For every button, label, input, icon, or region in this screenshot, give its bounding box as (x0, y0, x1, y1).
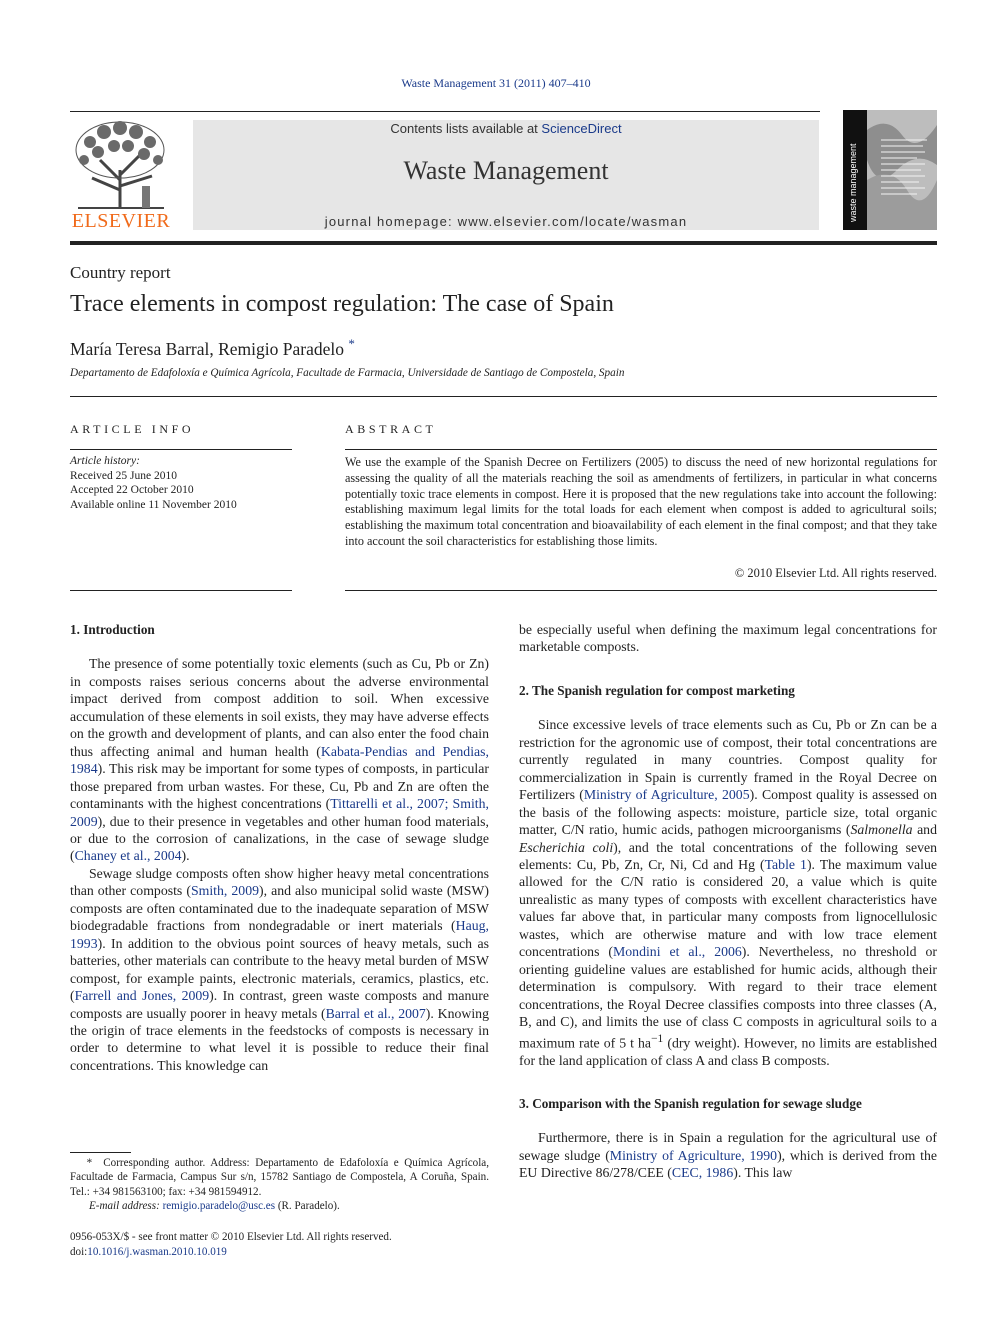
corresponding-author-mark[interactable]: * (348, 336, 355, 351)
italic-run: Salmonella (850, 822, 913, 838)
article-info-rule (70, 449, 292, 450)
section-gap (519, 1112, 937, 1129)
section3-paragraph-1 (519, 1129, 937, 1181)
email-link[interactable]: remigio.paradelo@usc.es (162, 1200, 276, 1213)
italic-run: Escherichia coli (519, 839, 614, 855)
received-date: Received 25 June 2010 (70, 469, 177, 482)
citation-link[interactable]: Haug, 1993 (70, 918, 489, 951)
section-gap (519, 656, 937, 673)
superscript-run: −1 (651, 1032, 664, 1045)
section-gap (70, 638, 489, 655)
journal-header (193, 120, 819, 230)
footnote-text: Corresponding author. Address: Departamento de Edafoloxía e Química Agrícola, Facultade de Farmacia, Campus Sur s/n, 15782 Santiago de Compostela, A Coruña, Spain. Tel.: +34 981563100; fax: +34 981594912. (70, 1157, 489, 1198)
footnote-mark: * (86, 1157, 93, 1169)
text-run: ), which is derived from the EU Directive 86/278/CEE ( (519, 1147, 937, 1181)
header-top-rule (70, 111, 820, 112)
text-run: ). Knowing the origin of trace elements in the feedstocks of composts is necessary in order to determine to what level it is possible to reduce their final concentrations. This knowledge can (70, 1005, 489, 1073)
history-label: Article history: (70, 455, 140, 467)
header-bottom-rule (70, 241, 937, 245)
intro-paragraph-2 (70, 865, 489, 1074)
text-run: ). This risk may be important for some types of composts, in particular those prepared from urban wastes. For these, Cu, Pb and Zn are often the contaminants with the highest concentrations ( (70, 761, 489, 812)
text-run: ). In contrast, green waste composts and manure composts are usually poorer in heavy metals ( (70, 988, 489, 1021)
text-run: Since excessive levels of trace elements such as Cu, Pb or Zn can be a restriction for the agronomic use of compost, their total concentrations are currently regulated in many countries. Compost quality for commercialization in Spain is currently framed in the Royal Decree on Fertilizers ( (519, 717, 937, 803)
citation-link[interactable]: Tittarelli et al., 2007; Smith, 2009 (70, 796, 489, 829)
section-gap (519, 1069, 937, 1086)
email-label: E-mail address: (89, 1200, 160, 1213)
journal-citation[interactable]: Waste Management 31 (2011) 407–410 (401, 76, 591, 90)
section-gap (519, 673, 937, 682)
section-heading-introduction: 1. Introduction (70, 622, 155, 637)
cover-spine-title: waste management (848, 143, 858, 222)
citation-link[interactable]: Ministry of Agriculture, 1990 (609, 1147, 778, 1163)
email-line (70, 1199, 489, 1213)
text-run: ), and also municipal solid waste (MSW) composts are often contaminated due to the inadequate separation of MSW biodegradable fractions from nondegradable or inert materials ( (70, 883, 489, 934)
citation-link[interactable]: Mondini et al., 2006 (613, 944, 742, 960)
abstract-rule (345, 449, 937, 450)
email-suffix: (R. Paradelo). (275, 1200, 340, 1213)
citation-link[interactable]: Barral et al., 2007 (325, 1005, 426, 1021)
section-gap (519, 699, 937, 716)
citation-link[interactable]: Chaney et al., 2004 (74, 848, 182, 864)
accepted-date: Accepted 22 October 2010 (70, 484, 194, 496)
contents-prefix: Contents lists available at (390, 121, 542, 136)
text-run: ). The maximum value allowed for the C/N ratio is considered 20, a value which is quite unrealistic as many types of composts with excellent characteristics have values far above that, in particular many composts from lignocellulosic wastes, which are otherwise mature and with low trace element concentrations ( (519, 856, 937, 960)
text-run: ), and the total concentrations of the following seven elements: Cu, Pb, Zn, Cr, Ni, Cd and Hg ( (519, 839, 937, 872)
abstract-text: We use the example of the Spanish Decree on Fertilizers (2005) to discuss the need of new horizontal regulations for assessing the quality of all the materials reaching the soil as amendments of fertilizers, in particular in what concerns potentially toxic trace elements in compost. Here it is proposed that the new regulations take into account the following: establishing maximum legal limits for the total loads for each element when compost is added to agricultural soils; establishing the maximum total concentration and bioavailability of each element in the final compost; and that they take into account the soil characteristics for establishing those limits. (345, 455, 937, 548)
doi-line (70, 1245, 392, 1260)
journal-cover-image[interactable] (843, 110, 937, 230)
front-matter-ids (70, 1230, 392, 1259)
abstract-copyright: © 2010 Elsevier Ltd. All rights reserved. (734, 566, 937, 580)
footnote (70, 1156, 489, 1214)
table-link[interactable]: Table 1 (764, 856, 807, 872)
text-run: Furthermore, there is in Spain a regulation for the agricultural use of sewage sludge ( (519, 1130, 937, 1163)
citation-link[interactable]: CEC, 1986 (671, 1165, 734, 1181)
footnote-rule (70, 1152, 131, 1153)
citation-link[interactable]: Kabata-Pendias and Pendias, 1984 (70, 743, 489, 777)
text-run: ). This law (733, 1165, 793, 1181)
section2-paragraph-1 (519, 716, 937, 1069)
text-run: ), due to their presence in vegetables and other human food materials, or due to the corrosion of canalizations, in the case of sewage sludge ( (70, 813, 489, 864)
corresponding-author-footnote (70, 1156, 489, 1199)
author-list (70, 336, 355, 360)
citation-link[interactable]: Ministry of Agriculture, 2005 (583, 787, 750, 803)
section-heading-compost-regulation: 2. The Spanish regulation for compost marketing (519, 682, 795, 698)
article-type: Country report (70, 263, 171, 282)
article-info-heading: ARTICLE INFO (70, 422, 195, 436)
citation-link[interactable]: Farrell and Jones, 2009 (74, 988, 210, 1004)
left-column (70, 621, 489, 1074)
issn-line: 0956-053X/$ - see front matter © 2010 Elsevier Ltd. All rights reserved. (70, 1231, 392, 1243)
tree-icon (70, 120, 172, 212)
doi-link[interactable]: 10.1016/j.wasman.2010.10.019 (87, 1245, 227, 1258)
right-column (519, 621, 937, 1182)
citation-link[interactable]: Smith, 2009 (190, 883, 259, 899)
online-date: Available online 11 November 2010 (70, 498, 237, 511)
sciencedirect-link[interactable]: ScienceDirect (541, 121, 622, 136)
cover-art-icon (867, 110, 937, 230)
text-run: The presence of some potentially toxic elements (such as Cu, Pb or Zn) in composts raises serious concerns about the adverse environmental impact derived from compost addition to soil. When excessive accumulation of these elements in soil exists, they may have adverse effects on the growth and development of plants, and can also enter the food chain thus affecting animal and human health ( (70, 656, 489, 759)
abstract-bottom-rule (345, 590, 937, 591)
info-top-rule (70, 396, 937, 397)
abstract-heading: ABSTRACT (345, 422, 437, 436)
journal-homepage[interactable]: journal homepage: www.elsevier.com/locate/wasman (324, 214, 688, 229)
section-gap (519, 1086, 937, 1095)
text-run: and (912, 822, 937, 838)
article-title: Trace elements in compost regulation: The case of Spain (70, 291, 614, 317)
contents-line (193, 120, 819, 137)
text-run: ). Compost quality is assessed on the basis of the following aspects: moisture, particle size, total organic matter, C/N ratio, humic acids, pathogen microorganisms ( (519, 787, 938, 838)
article-history (70, 454, 237, 512)
affiliation: Departamento de Edafoloxía e Química Agrícola, Facultade de Farmacia, Universidade de Santiago de Compostela, Spain (70, 367, 625, 379)
text-run: (dry weight). However, no limits are established for the land application of class A and class B composts. (519, 1035, 937, 1068)
authors-names: María Teresa Barral, Remigio Paradelo (70, 338, 344, 359)
intro-continuation: be especially useful when defining the maximum legal concentrations for marketable composts. (519, 622, 937, 655)
text-run: Sewage sludge composts often show higher heavy metal concentrations than other composts ( (70, 865, 489, 899)
article-info-bottom-rule (70, 590, 292, 591)
elsevier-wordmark: ELSEVIER (71, 210, 171, 232)
section-heading-sewage-sludge: 3. Comparison with the Spanish regulation for sewage sludge (519, 1096, 862, 1112)
intro-paragraph-1 (70, 655, 489, 864)
text-run: ). In addition to the obvious point sources of heavy metals, such as batteries, other materials can contribute to the heavy metal burden of MSW compost, for example paints, electronic materials, ceramics, plastics, etc. ( (70, 935, 489, 1004)
journal-name: Waste Management (403, 156, 609, 185)
text-run: ). (181, 848, 190, 864)
doi-label: doi: (70, 1245, 88, 1258)
text-run: ). Nevertheless, no threshold or orienting guideline values are established for humic acids, although their determination is compulsory. With regard to their trace element concentrations, the Royal Decree classifies composts into three classes (A, B, and C), and limits the use of class C composts in agricultural soils to a maximum rate of 5 t ha (519, 944, 937, 1051)
